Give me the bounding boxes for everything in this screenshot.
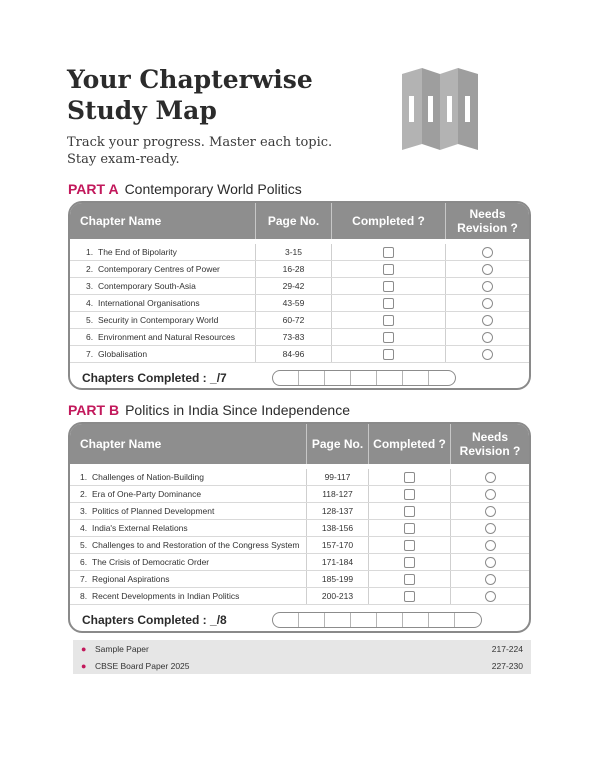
subtitle-line-1: Track your progress. Master each topic. [67,135,333,150]
revision-radio[interactable] [485,523,496,534]
title-line-1: Your Chapterwise [67,65,313,94]
col-chapter-name: Chapter Name [70,203,256,239]
revision-radio[interactable] [482,281,493,292]
col-needs-revision [446,203,529,239]
col-needs-revision-line1: Needs [469,207,506,221]
chapter-name [70,278,256,294]
revision-radio[interactable] [485,506,496,517]
chapter-pages: 16-28 [256,261,332,277]
completed-checkbox[interactable] [383,349,394,360]
chapter-name [70,554,307,570]
chapter-number: 3. [86,281,94,291]
part-b-heading [68,402,350,418]
chapter-pages: 171-184 [307,554,369,570]
page-title [67,64,387,126]
completed-checkbox[interactable] [404,574,415,585]
chapter-title: Era of One-Party Dominance [92,489,202,499]
chapter-name [70,469,307,485]
chapter-pages: 60-72 [256,312,332,328]
bullet-icon: ● [81,661,87,671]
revision-radio[interactable] [485,557,496,568]
table-row [70,486,529,503]
chapter-number: 5. [80,540,88,550]
table-row [70,503,529,520]
chapter-number: 7. [80,574,88,584]
revision-radio[interactable] [485,591,496,602]
chapter-pages: 73-83 [256,329,332,345]
chapter-title: India's External Relations [92,523,188,533]
chapter-title: Contemporary South-Asia [98,281,196,291]
revision-radio[interactable] [482,349,493,360]
revision-radio[interactable] [482,332,493,343]
chapter-name [70,329,256,345]
col-needs-revision-line2: Revision ? [457,221,518,235]
chapter-title: Politics of Planned Development [92,506,215,516]
chapter-pages: 157-170 [307,537,369,553]
chapter-name [70,520,307,536]
col-completed: Completed ? [332,203,446,239]
chapter-name [70,486,307,502]
table-row [70,278,529,295]
title-line-2: Study Map [67,96,217,125]
chapter-pages: 29-42 [256,278,332,294]
chapters-completed-tracker[interactable] [272,370,456,386]
revision-radio[interactable] [482,298,493,309]
extra-pages: 217-224 [491,644,523,654]
part-b-footer [70,605,529,633]
chapter-number: 3. [80,506,88,516]
col-needs-revision-line1: Needs [471,430,509,444]
col-chapter-name: Chapter Name [70,424,307,464]
chapter-pages: 185-199 [307,571,369,587]
completed-checkbox[interactable] [383,332,394,343]
chapter-pages: 84-96 [256,346,332,362]
table-row [70,469,529,486]
chapter-title: Security in Contemporary World [98,315,219,325]
table-row [70,520,529,537]
part-a-rows [70,239,529,363]
table-row [70,244,529,261]
chapter-pages: 99-117 [307,469,369,485]
revision-radio[interactable] [482,264,493,275]
revision-radio[interactable] [485,574,496,585]
chapter-name [70,312,256,328]
table-row [70,329,529,346]
chapter-title: International Organisations [98,298,200,308]
part-a-header-row [70,203,529,239]
chapter-name [70,346,256,362]
part-b-tag: PART B [68,402,120,418]
completed-checkbox[interactable] [404,489,415,500]
extra-label: Sample Paper [95,644,149,654]
chapters-completed-label: Chapters Completed : _/8 [82,613,227,627]
chapter-pages: 43-59 [256,295,332,311]
chapter-name [70,503,307,519]
part-a-heading [68,181,302,197]
chapter-title: Regional Aspirations [92,574,170,584]
chapter-number: 1. [80,472,88,482]
chapter-title: Globalisation [98,349,148,359]
completed-checkbox[interactable] [404,557,415,568]
completed-checkbox[interactable] [383,281,394,292]
chapter-title: The Crisis of Democratic Order [92,557,210,567]
completed-checkbox[interactable] [404,523,415,534]
chapter-pages: 118-127 [307,486,369,502]
chapter-pages: 138-156 [307,520,369,536]
col-page-no: Page No. [307,424,369,464]
chapter-pages: 128-137 [307,503,369,519]
revision-radio[interactable] [485,540,496,551]
table-row [70,554,529,571]
table-row [70,588,529,605]
list-item [73,641,531,657]
table-row [70,312,529,329]
chapter-name [70,571,307,587]
table-row [70,261,529,278]
chapter-pages: 200-213 [307,588,369,604]
completed-checkbox[interactable] [383,298,394,309]
completed-checkbox[interactable] [383,247,394,258]
table-row [70,295,529,312]
completed-checkbox[interactable] [383,264,394,275]
part-b-title: Politics in India Since Independence [125,402,351,418]
completed-checkbox[interactable] [404,540,415,551]
chapter-title: Challenges to and Restoration of the Congress System [92,540,300,550]
list-item [73,658,531,674]
chapter-title: Recent Developments in Indian Politics [92,591,240,601]
chapter-title: Contemporary Centres of Power [98,264,220,274]
chapters-completed-tracker[interactable] [272,612,482,628]
extra-pages: 227-230 [491,661,523,671]
completed-checkbox[interactable] [404,506,415,517]
completed-checkbox[interactable] [383,315,394,326]
part-b-header-row [70,424,529,464]
chapter-name [70,261,256,277]
col-needs-revision-line2: Revision ? [459,444,521,458]
chapter-name [70,244,256,260]
chapters-completed-label: Chapters Completed : _/7 [82,371,227,385]
chapter-name [70,295,256,311]
col-page-no: Page No. [256,203,332,239]
part-a-footer [70,363,529,390]
table-row [70,537,529,554]
part-a-title: Contemporary World Politics [124,181,302,197]
completed-checkbox[interactable] [404,472,415,483]
revision-radio[interactable] [485,489,496,500]
col-needs-revision [451,424,529,464]
part-b-table [68,422,531,633]
chapter-number: 4. [80,523,88,533]
col-completed: Completed ? [369,424,451,464]
chapter-number: 2. [80,489,88,499]
chapter-name [70,588,307,604]
chapter-number: 6. [86,332,94,342]
chapter-name [70,537,307,553]
revision-radio[interactable] [482,247,493,258]
page-subtitle [67,134,387,168]
table-row [70,346,529,363]
part-a-table [68,201,531,390]
chapter-title: The End of Bipolarity [98,247,177,257]
additional-papers-box [73,640,531,674]
chapter-number: 2. [86,264,94,274]
chapter-number: 4. [86,298,94,308]
chapter-number: 1. [86,247,94,257]
table-row [70,571,529,588]
revision-radio[interactable] [485,472,496,483]
chapter-number: 8. [80,591,88,601]
extra-label: CBSE Board Paper 2025 [95,661,190,671]
chapter-pages: 3-15 [256,244,332,260]
bullet-icon: ● [81,644,87,654]
part-b-rows [70,464,529,605]
folded-map-icon [400,68,480,152]
subtitle-line-2: Stay exam-ready. [67,152,180,167]
chapter-title: Environment and Natural Resources [98,332,236,342]
chapter-number: 5. [86,315,94,325]
revision-radio[interactable] [482,315,493,326]
part-a-tag: PART A [68,181,119,197]
chapter-number: 6. [80,557,88,567]
completed-checkbox[interactable] [404,591,415,602]
chapter-title: Challenges of Nation-Building [92,472,204,482]
chapter-number: 7. [86,349,94,359]
